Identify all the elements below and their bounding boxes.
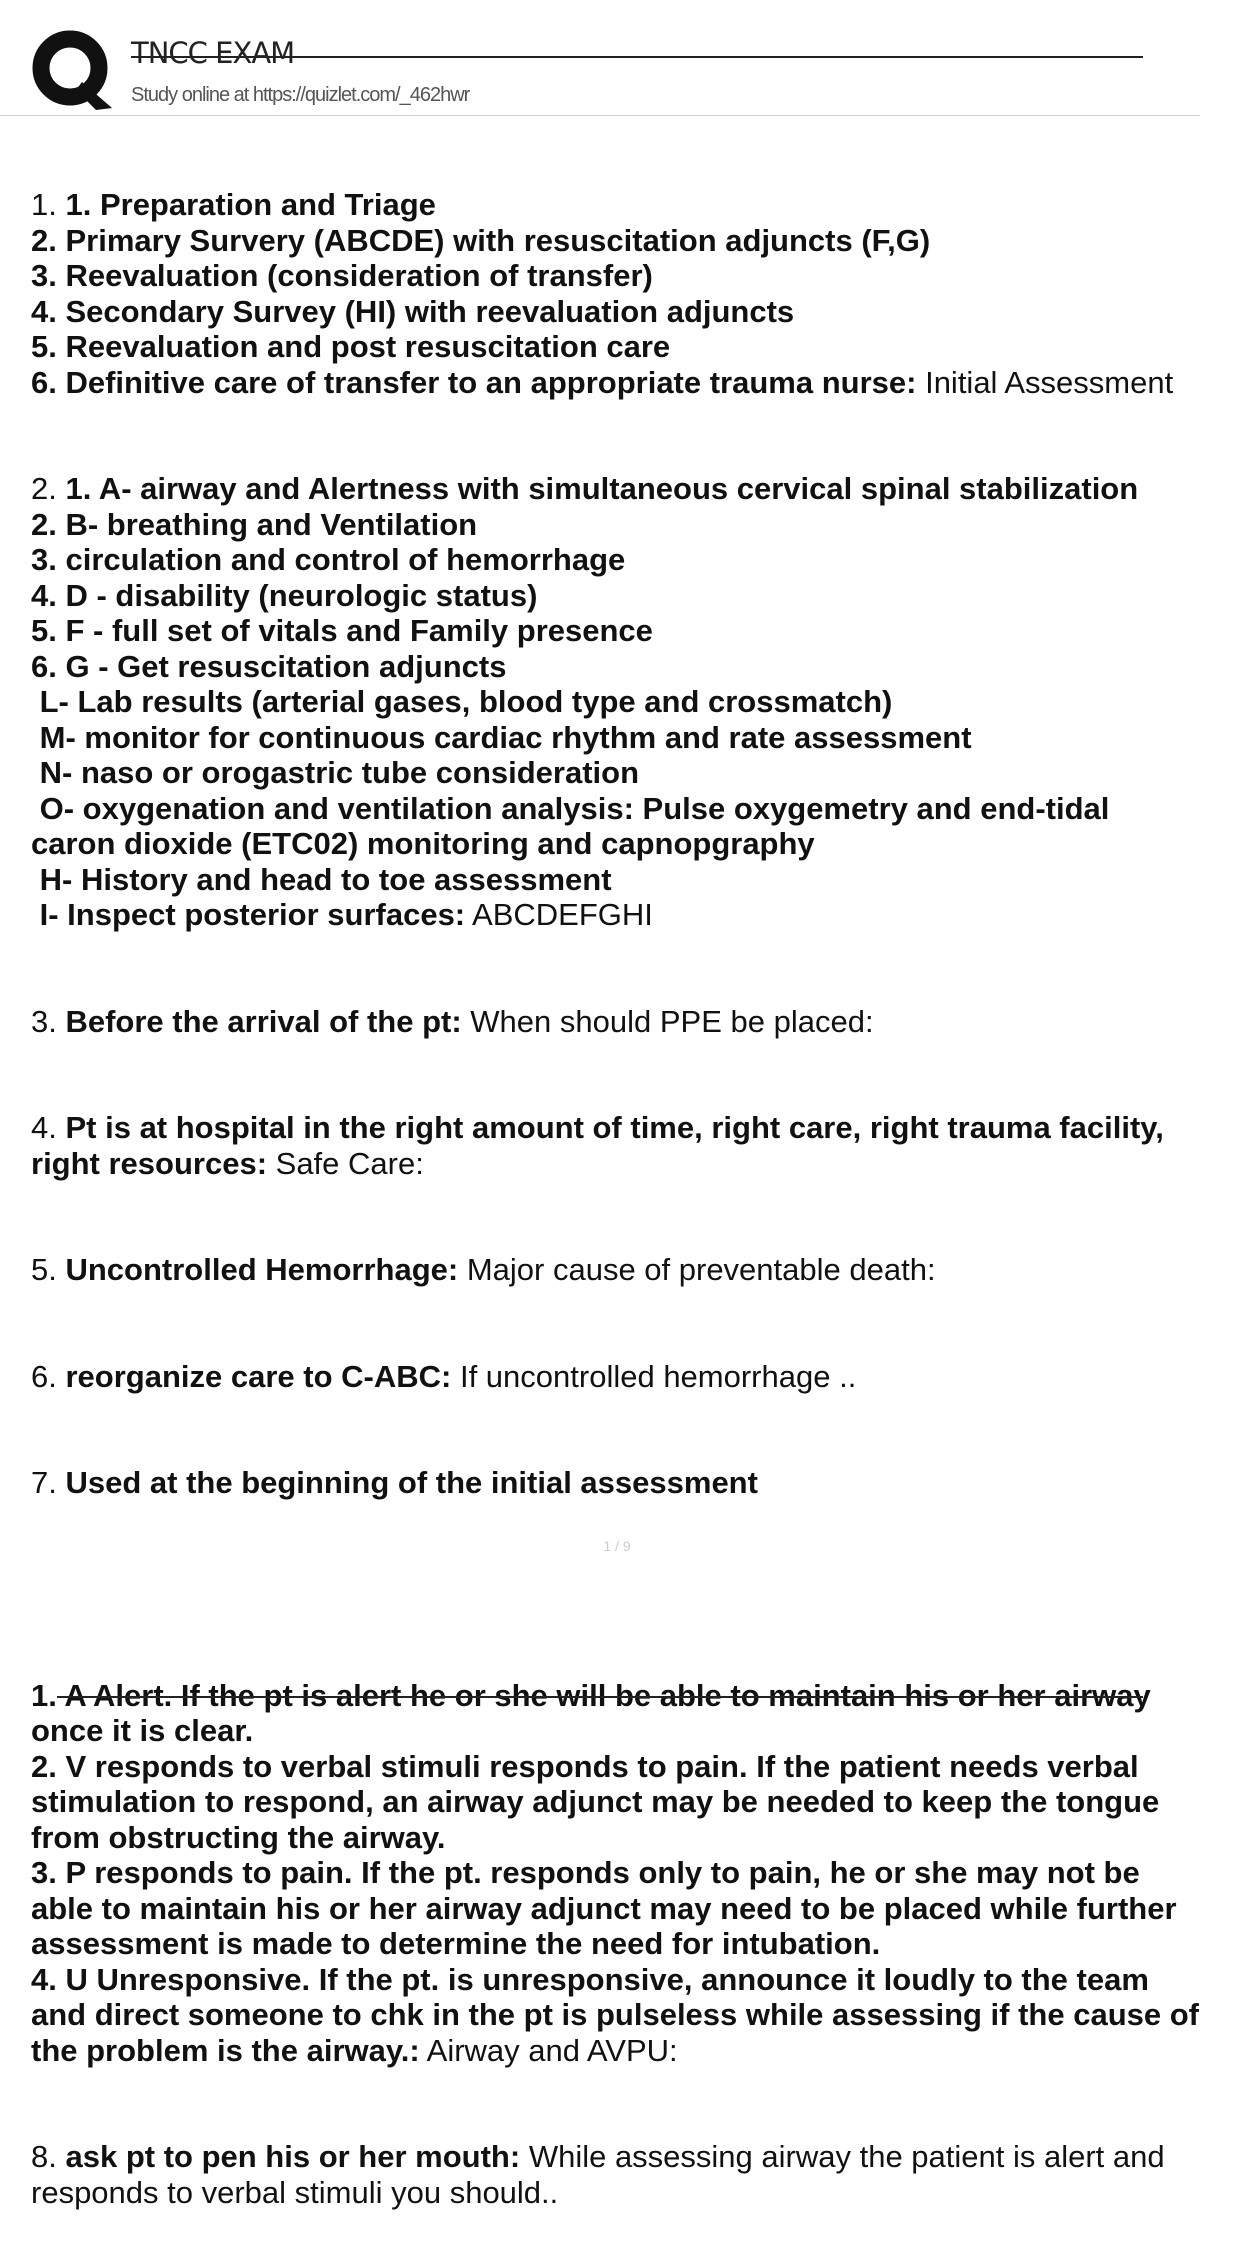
quizlet-q-icon <box>32 30 114 112</box>
card-number: 3. <box>31 1003 57 1039</box>
card-term: 1. A- airway and Alertness with simultaneous cervical spinal stabilization 2. B- breathing and Ventilation 3. circulation and control of hemorrhage 4. D - disability (neurologic status) 5. F - full set of vitals and Family presence 6. G - Get resuscitation adjuncts L- Lab results (arterial gases, blood type and crossmatch) M- monitor for continuous cardiac rhythm and rate assessment N- naso or orogastric tube consideration O- oxygenation and ventilation analysis: Pulse oxygemetry and end-tidal caron dioxide (ETC02) monitoring and capnopgraphy H- History and head to toe assessment I- Inspect posterior surfaces: <box>31 471 1139 932</box>
card-2 <box>31 471 1200 933</box>
card-4 <box>31 1110 1200 1181</box>
card-8 <box>31 2139 1200 2210</box>
flashcard-list <box>31 116 1200 2246</box>
card-term: Before the arrival of the pt: <box>65 1003 462 1039</box>
study-online-link[interactable]: Study online at https://quizlet.com/_462hwr <box>131 84 470 106</box>
card-definition: Safe Care: <box>275 1145 424 1181</box>
document-title: TNCC EXAM <box>131 36 295 70</box>
page-number: 1 / 9 <box>603 1538 631 1554</box>
card-number: 6. <box>31 1358 57 1394</box>
card-number: 1. <box>31 187 57 222</box>
card-3 <box>31 1004 1200 1040</box>
card-term: ask pt to pen his or her mouth: <box>65 2139 521 2174</box>
card-term: Uncontrolled Hemorrhage: <box>65 1252 459 1287</box>
card-term: 1. Preparation and Triage 2. Primary Survery (ABCDE) with resuscitation adjuncts (F,G) 3. Reevaluation (consideration of transfer) 4. Secondary Survey (HI) with reevaluation adjuncts 5. Reevaluation and post resuscitation care 6. Definitive care of transfer to an appropriate trauma nurse: <box>31 187 931 400</box>
card-definition: Major cause of preventable death: <box>466 1252 936 1287</box>
blank-line <box>31 1572 1200 1607</box>
card-term: Pt is at hospital in the right amount of time, right care, right trauma facility, right resources: <box>31 1110 1173 1181</box>
page-header <box>0 0 1200 118</box>
card-number: 8. <box>31 2139 57 2174</box>
card-definition: Initial Assessment <box>925 364 1174 400</box>
card-term-intro: Used at the beginning of the initial assessment <box>65 1465 758 1500</box>
card-number: 4. <box>31 1110 57 1145</box>
title-rule <box>131 56 1143 58</box>
card-definition: If uncontrolled hemorrhage .. <box>459 1358 857 1394</box>
card-definition: When should PPE be placed: <box>470 1003 874 1039</box>
card-1 <box>31 187 1200 400</box>
card-term: reorganize care to C-ABC: <box>65 1358 452 1394</box>
card-term: 1. A Alert. If the pt is alert he or she will be able to maintain his or her airway once it is clear. 2. V responds to verbal stimuli responds to pain. If the patient needs verbal stimulation to respond, an airway adjunct may be needed to keep the tongue from obstructing the airway. 3. P responds to pain. If the pt. responds only to pain, he or she may not be able to maintain his or her airway adjunct may need to be placed while further assessment is made to determine the need for intubation. 4. U Unresponsive. If the pt. is unresponsive, announce it loudly to the team and direct someone to chk in the pt is pulseless while assessing if the cause of the problem is the airway.: <box>31 1677 1199 2068</box>
card-number: 7. <box>31 1465 57 1500</box>
card-5 <box>31 1252 1200 1288</box>
card-number: 5. <box>31 1252 57 1287</box>
card-number: 2. <box>31 471 57 506</box>
card-definition: Airway and AVPU: <box>426 2032 678 2068</box>
card-7 <box>31 1465 1200 1501</box>
card-6 <box>31 1359 1200 1395</box>
card-definition: ABCDEFGHI <box>472 897 653 932</box>
card-7-continued <box>31 1678 1200 2069</box>
card-definition: While assessing airway the patient is alert and responds to verbal stimuli you should.. <box>31 2139 1174 2210</box>
footer-rule <box>57 1696 1143 1698</box>
